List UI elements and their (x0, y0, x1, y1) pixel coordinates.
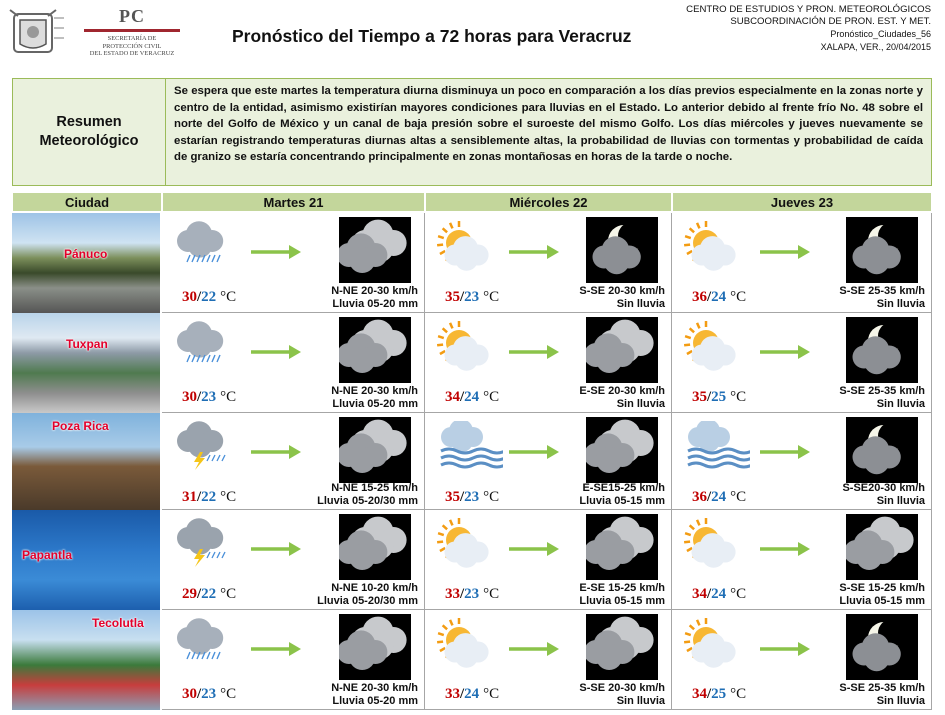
forecast-cell (425, 213, 672, 313)
temp-min: 24 (711, 289, 727, 305)
temp-min: 24 (464, 389, 480, 405)
temperature (182, 489, 236, 506)
temp-unit: °C (483, 389, 500, 405)
city-name: Papantla (22, 548, 73, 562)
temp-separator: / (460, 389, 465, 405)
wind-text: S-SE 25-35 km/h (839, 385, 925, 397)
place-date: XALAPA, VER., 20/04/2015 (820, 41, 931, 52)
night-icon-box (846, 514, 918, 580)
veracruz-seal-logo (8, 4, 70, 64)
logo-line-3: DEL ESTADO DE VERACRUZ (89, 50, 175, 58)
table-row (12, 413, 932, 510)
temp-max: 35 (692, 389, 707, 405)
wind-text: N-NE 10-20 km/h (331, 582, 418, 594)
rain-text: Lluvia 05-15 mm (839, 594, 925, 607)
green-arrow-icon (760, 245, 810, 259)
wind-text: E-SE 20-30 km/h (579, 385, 665, 397)
temp-unit: °C (483, 289, 500, 305)
rain-text: Sin lluvia (616, 694, 665, 707)
logo-rule (84, 29, 180, 32)
temp-unit: °C (483, 489, 500, 505)
night-cloudy-icon (339, 514, 411, 580)
green-arrow-icon (251, 245, 301, 259)
night-cloudy-icon (339, 317, 411, 383)
temp-max: 36 (692, 489, 707, 505)
temp-min: 22 (201, 289, 217, 305)
city-name: Tuxpan (66, 337, 108, 351)
rain-text: Lluvia 05-15 mm (579, 494, 665, 507)
temp-unit: °C (220, 489, 237, 505)
night-cloudy-icon (846, 514, 918, 580)
temp-min: 23 (201, 686, 217, 702)
header-martes: Martes 21 (162, 192, 425, 212)
green-arrow-icon (251, 642, 301, 656)
temp-separator: / (460, 686, 465, 702)
wind-text: E-SE 15-25 km/h (579, 582, 665, 594)
summary-label (13, 79, 166, 185)
wind-rain-info (331, 385, 418, 410)
temp-separator: / (197, 289, 202, 305)
rain-text: Lluvia 05-20 mm (332, 297, 418, 310)
wind-text: N-NE 20-30 km/h (331, 385, 418, 397)
wind-rain-info (839, 582, 925, 607)
sun-cloud-icon (437, 518, 503, 572)
wind-text: N-NE 20-30 km/h (331, 682, 418, 694)
temp-unit: °C (730, 389, 747, 405)
forecast-cell (672, 313, 932, 413)
green-arrow-icon (509, 642, 559, 656)
temp-max: 29 (182, 586, 197, 602)
forecast-cell (425, 413, 672, 510)
page-header (0, 0, 945, 72)
logo-pc-text: PC (119, 6, 145, 26)
forecast-cell (162, 510, 425, 610)
wind-text: S-SE 25-35 km/h (839, 285, 925, 297)
wind-rain-info (331, 682, 418, 707)
rain-text: Lluvia 05-15 mm (579, 594, 665, 607)
green-arrow-icon (251, 542, 301, 556)
temp-max: 30 (182, 289, 197, 305)
temp-unit: °C (730, 686, 747, 702)
temperature (445, 586, 499, 603)
temp-separator: / (707, 389, 712, 405)
table-row (12, 610, 932, 710)
city-photo (12, 510, 160, 610)
rain-text: Sin lluvia (616, 297, 665, 310)
temp-unit: °C (483, 586, 500, 602)
city-name: Poza Rica (52, 419, 109, 433)
rain-text: Sin lluvia (876, 494, 925, 507)
temp-min: 24 (711, 489, 727, 505)
rain-text: Lluvia 05-20/30 mm (317, 594, 418, 607)
green-arrow-icon (251, 345, 301, 359)
temp-unit: °C (220, 389, 237, 405)
night-icon-box (586, 514, 658, 580)
temp-max: 31 (182, 489, 197, 505)
temp-max: 33 (445, 586, 460, 602)
temp-min: 23 (464, 586, 480, 602)
summary-box (12, 78, 932, 186)
night-cloudy-icon (339, 217, 411, 283)
night-cloudy-icon (586, 614, 658, 680)
temperature (445, 686, 499, 703)
green-arrow-icon (509, 345, 559, 359)
rain-text: Lluvia 05-20 mm (332, 694, 418, 707)
temp-unit: °C (483, 686, 500, 702)
summary-text: Se espera que este martes la temperatura diurna disminuya un poco en comparación a los días previos especialmente en la zonas norte y centro de la entidad, asimismo existirían mayores condiciones para lluvias en el Estado. Lo anterior debido al frente frío No. 48 sobre el norte del Golfo de México y un canal de baja presión sobre el suroeste del mismo Golfo. Los días miércoles y jueves nuevamente se estarían registrando temperaturas diurnas altas a sensiblemente altas, la probabilidad de lluvias con tormentas y probabilidad de caída de granizo se estaría concentrando principalmente en zonas montañosas en horas de la tarde o noche. (174, 85, 923, 164)
wind-text: S-SE 20-30 km/h (579, 285, 665, 297)
temp-separator: / (460, 489, 465, 505)
city-name: Tecolutla (92, 616, 144, 630)
wind-rain-info (317, 582, 418, 607)
night-cloudy-icon (586, 514, 658, 580)
forecast-cell (672, 413, 932, 510)
night-icon-box (846, 417, 918, 483)
temp-min: 23 (464, 489, 480, 505)
sun-cloud-icon (684, 321, 750, 375)
temp-max: 36 (692, 289, 707, 305)
green-arrow-icon (251, 445, 301, 459)
moon-cloud-icon (586, 217, 658, 283)
temp-min: 25 (711, 389, 727, 405)
night-icon-box (339, 417, 411, 483)
temperature (182, 389, 236, 406)
rain-cloud-icon (174, 321, 240, 375)
wind-rain-info (579, 385, 665, 410)
temp-separator: / (707, 586, 712, 602)
table-row (12, 213, 932, 313)
forecast-cell (425, 313, 672, 413)
city-photo (12, 413, 160, 510)
wind-text: S-SE20-30 km/h (842, 482, 925, 494)
logo-line-1: SECRETARÍA DE (107, 35, 157, 42)
summary-label-line-2: Meteorológico (39, 133, 139, 149)
sun-cloud-icon (684, 618, 750, 672)
temp-max: 34 (692, 586, 707, 602)
rain-text: Lluvia 05-20 mm (332, 397, 418, 410)
rain-text: Sin lluvia (876, 397, 925, 410)
wind-text: E-SE15-25 km/h (582, 482, 665, 494)
temperature (692, 586, 746, 603)
doc-id: Pronóstico_Ciudades_56 (830, 29, 931, 40)
table-row (12, 313, 932, 413)
rain-text: Sin lluvia (616, 397, 665, 410)
temperature (182, 586, 236, 603)
rain-text: Sin lluvia (876, 297, 925, 310)
wind-rain-info (331, 285, 418, 310)
rain-text: Lluvia 05-20/30 mm (317, 494, 418, 507)
night-icon-box (339, 217, 411, 283)
temp-unit: °C (220, 686, 237, 702)
temp-separator: / (460, 289, 465, 305)
temp-max: 30 (182, 686, 197, 702)
temperature (182, 686, 236, 703)
temp-unit: °C (220, 586, 237, 602)
city-photo (12, 313, 160, 413)
forecast-cell (162, 213, 425, 313)
temp-min: 22 (201, 586, 217, 602)
green-arrow-icon (760, 345, 810, 359)
temp-unit: °C (730, 489, 747, 505)
sun-cloud-icon (684, 221, 750, 275)
wind-text: N-NE 15-25 km/h (331, 482, 418, 494)
temp-min: 25 (711, 686, 727, 702)
night-icon-box (339, 614, 411, 680)
temperature (445, 489, 499, 506)
temp-separator: / (707, 489, 712, 505)
night-icon-box (586, 417, 658, 483)
temp-max: 35 (445, 489, 460, 505)
night-icon-box (846, 614, 918, 680)
temp-unit: °C (220, 289, 237, 305)
header-miercoles: Miércoles 22 (425, 192, 672, 212)
org-info (686, 4, 931, 53)
forecast-cell (425, 510, 672, 610)
wind-rain-info (839, 682, 925, 707)
org-line-2: SUBCOORDINACIÓN DE PRON. EST. Y MET. (730, 16, 931, 28)
night-icon-box (586, 217, 658, 283)
night-icon-box (339, 514, 411, 580)
sun-cloud-icon (437, 321, 503, 375)
temperature (445, 289, 499, 306)
temperature (692, 686, 746, 703)
temperature (445, 389, 499, 406)
summary-label-line-1: Resumen (56, 114, 122, 130)
wind-rain-info (839, 385, 925, 410)
moon-cloud-icon (846, 417, 918, 483)
temp-unit: °C (730, 289, 747, 305)
city-photo (12, 213, 160, 313)
night-cloudy-icon (339, 614, 411, 680)
night-icon-box (339, 317, 411, 383)
rain-cloud-icon (174, 221, 240, 275)
wind-rain-info (839, 285, 925, 310)
night-cloudy-icon (339, 417, 411, 483)
moon-cloud-icon (846, 614, 918, 680)
temperature (692, 389, 746, 406)
temp-min: 24 (464, 686, 480, 702)
temperature (182, 289, 236, 306)
wind-rain-info (579, 285, 665, 310)
wind-text: S-SE 15-25 km/h (839, 582, 925, 594)
forecast-cell (672, 510, 932, 610)
logo-line-2: PROTECCIÓN CIVIL (102, 42, 162, 50)
moon-cloud-icon (846, 217, 918, 283)
green-arrow-icon (760, 542, 810, 556)
header-jueves: Jueves 23 (672, 192, 932, 212)
wind-rain-info (579, 482, 665, 507)
page-title: Pronóstico del Tiempo a 72 horas para Veracruz (232, 26, 632, 46)
forecast-cell (425, 610, 672, 710)
night-icon-box (846, 317, 918, 383)
wind-text: N-NE 20-30 km/h (331, 285, 418, 297)
green-arrow-icon (760, 445, 810, 459)
night-cloudy-icon (586, 417, 658, 483)
temp-separator: / (197, 586, 202, 602)
wind-rain-info (842, 482, 925, 507)
temp-separator: / (460, 586, 465, 602)
wind-text: S-SE 25-35 km/h (839, 682, 925, 694)
temp-max: 35 (445, 289, 460, 305)
green-arrow-icon (509, 542, 559, 556)
temp-max: 34 (445, 389, 460, 405)
storm-cloud-icon (174, 421, 240, 475)
temp-min: 24 (711, 586, 727, 602)
table-row (12, 510, 932, 610)
forecast-cell (672, 213, 932, 313)
wind-text: S-SE 20-30 km/h (579, 682, 665, 694)
temp-min: 22 (201, 489, 217, 505)
city-photo (12, 610, 160, 710)
fog-cloud-icon (437, 421, 503, 475)
temp-separator: / (707, 686, 712, 702)
temp-unit: °C (730, 586, 747, 602)
forecast-cell (672, 610, 932, 710)
green-arrow-icon (509, 445, 559, 459)
fog-cloud-icon (684, 421, 750, 475)
green-arrow-icon (760, 642, 810, 656)
night-icon-box (846, 217, 918, 283)
forecast-cell (162, 413, 425, 510)
night-icon-box (586, 317, 658, 383)
wind-rain-info (317, 482, 418, 507)
moon-cloud-icon (846, 317, 918, 383)
wind-rain-info (579, 582, 665, 607)
temp-separator: / (197, 389, 202, 405)
temp-separator: / (197, 686, 202, 702)
rain-cloud-icon (174, 618, 240, 672)
wind-rain-info (579, 682, 665, 707)
temp-max: 30 (182, 389, 197, 405)
sun-cloud-icon (437, 618, 503, 672)
forecast-cell (162, 610, 425, 710)
temperature (692, 289, 746, 306)
sun-cloud-icon (437, 221, 503, 275)
rain-text: Sin lluvia (876, 694, 925, 707)
temp-min: 23 (201, 389, 217, 405)
temp-max: 33 (445, 686, 460, 702)
temp-separator: / (197, 489, 202, 505)
proteccion-civil-logo (80, 6, 184, 62)
header-ciudad: Ciudad (12, 192, 162, 212)
forecast-cell (162, 313, 425, 413)
city-name: Pánuco (64, 247, 108, 261)
org-line-1: CENTRO DE ESTUDIOS Y PRON. METEOROLÓGICOS (686, 4, 931, 15)
temp-separator: / (707, 289, 712, 305)
night-cloudy-icon (586, 317, 658, 383)
sun-cloud-icon (684, 518, 750, 572)
green-arrow-icon (509, 245, 559, 259)
storm-cloud-icon (174, 518, 240, 572)
temp-min: 23 (464, 289, 480, 305)
temp-max: 34 (692, 686, 707, 702)
night-icon-box (586, 614, 658, 680)
temperature (692, 489, 746, 506)
